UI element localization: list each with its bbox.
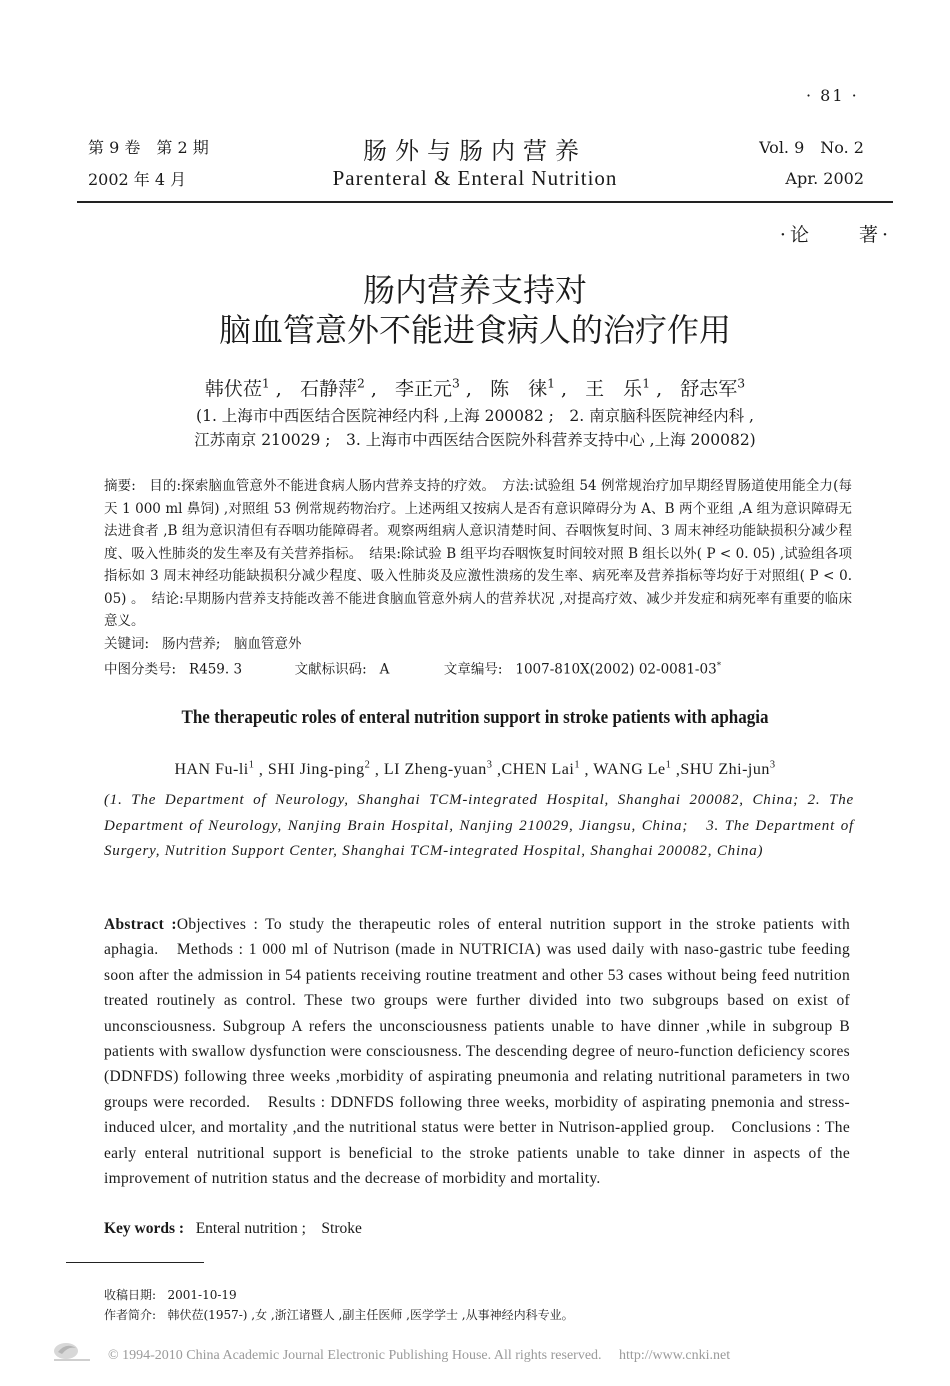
author-en: LI Zheng-yuan$^3$ — [383, 760, 493, 779]
author-cn: 陈 徕$^1$ — [490, 376, 555, 400]
journal-title-en: Parenteral & Enteral Nutrition — [332, 166, 618, 190]
author-en: CHEN Lai$^1$ — [501, 760, 581, 779]
affiliation-cn-line: 江苏南京 210029 ; 3. 上海市中西医结合医院外科营养支持中心 ,上海 200082) — [194, 431, 756, 449]
footnote-rule — [66, 1262, 204, 1263]
date-cn: 2002 年 4 月 — [88, 170, 187, 189]
author-cn: 舒志军$^3$ — [680, 376, 746, 400]
header-rule — [77, 201, 893, 203]
copyright-notice: © 1994-2010 China Academic Journal Electronic Publishing House. All rights reserved. http://www.cnki.net — [108, 1348, 731, 1363]
author-cn: 石静萍$^2$ — [299, 376, 365, 400]
article-title-cn — [0, 270, 950, 350]
doc-code-value: A — [379, 661, 390, 678]
date-en: Apr. 2002 — [785, 169, 864, 188]
volume-issue-cn: 第 9 卷 第 2 期 — [88, 138, 209, 157]
journal-title-cn: 肠外与肠内营养 — [363, 137, 587, 165]
article-title-en: The therapeutic roles of enteral nutrition support in stroke patients with aphagia — [181, 708, 769, 728]
author-en: HAN $Fu-li^1$ — [174, 760, 255, 779]
author-cn: 李正元$^3$ — [395, 376, 460, 400]
page-number: · 81 · — [806, 86, 859, 105]
doc-code-label: 文献标识码: — [294, 661, 367, 678]
abstract-cn-label: 摘要: — [104, 478, 136, 494]
affiliations-cn — [0, 404, 950, 452]
title-cn-line-2: 脑血管意外不能进食病人的治疗作用 — [218, 311, 731, 349]
clc-value: R459. 3 — [188, 661, 243, 678]
affiliations-en: (1. The Department of Neurology, Shanghai TCM-integrated Hospital, Shanghai 200082, China; 2. The Department of Neurology, Nanjing Brain Hospital, Nanjing 210029, Jiangsu, China; 3. The Department of Surgery, Nutrition Support Center, Shanghai TCM-integrated Hospital, Shanghai 200082, China) — [104, 792, 854, 859]
cnki-logo-icon — [50, 1340, 94, 1364]
article-no-label: 文章编号: — [443, 661, 503, 678]
author-en: WANG Le$^1$ — [593, 760, 672, 779]
abstract-cn — [104, 475, 852, 681]
abstract-en-label: Abstract : — [104, 916, 177, 933]
article-no-value: 1007-810X(2002) 02-0081-03 — [515, 661, 717, 678]
clc-label: 中图分类号: — [104, 661, 177, 678]
authors-en: HAN $Fu-li^1$ , SHI Jing-ping$^2$ , LI Zheng-yuan$^3$ ,CHEN Lai$^1$ , WANG Le$^1$ ,SHU Zhi-jun$^3$ — [174, 760, 776, 779]
author-cn: 韩伏莅$^1$ — [204, 376, 270, 400]
footnote-received: 收稿日期: 2001-10-19 — [104, 1288, 237, 1302]
author-en: SHU Zhi-jun$^3$ — [680, 760, 776, 779]
affiliation-cn-line: (1. 上海市中西医结合医院神经内科 ,上海 200082 ; 2. 南京脑科医院神经内科 , — [196, 407, 754, 425]
abstract-en-text: Objectives : To study the therapeutic roles of enteral nutrition support in the stroke patients with aphagia. Methods : 1 000 ml of Nutrison (made in NUTRICIA) was used daily with naso-gastric tube feeding soon after the admission in 54 patients receiving routine treatment and other 53 cases without being feed nutrition treated routinely as control. These two groups were further divided into two subgroups based on exist of unconsciousness. Subgroup A refers the unconsciousness patients unable to have dinner ,while in subgroup B patients with swallow dysfunction were consciousness. The descending degree of neuro-function deficiency scores (DDNFDS) following three weeks ,morbidity of aspirating pneumonia and relating nutritional parameters in two groups were recorded. Results : DDNFDS following three weeks, morbidity of aspirating pnemonia and stress-induced ulcer, and mortality ,and the nutritional status were better in Nutrison-applied group. Conclusions : The early enteral nutritional support is beneficial to the stroke patients unable to take dinner in aspects of the improvement of nutrition status and the decrease of morbidity and mortality. — [104, 916, 850, 1188]
authors-cn: 韩伏莅$^1$ , 石静萍$^2$ , 李正元$^3$ , 陈 徕$^1$ , 王 乐$^1$ , 舒志军$^3$ — [204, 376, 746, 400]
volume-issue-en: Vol. 9 No. 2 — [759, 138, 864, 157]
keywords-en-label: Key words : — [104, 1220, 185, 1237]
keywords-en — [104, 1216, 362, 1238]
classification-row — [104, 655, 852, 681]
article-no-star: * — [716, 661, 722, 671]
abstract-cn-text: 目的:探索脑血管意外不能进食病人肠内营养支持的疗效。 方法:试验组 54 例常规治疗加早期经胃肠道使用能全力(每天 1 000 ml 鼻饲) ,对照组 53 例常规药物治疗。上述两组又按病人是否有意识障碍分为 A、B 两个亚组 ,A 组为意识障碍无法进食者 ,B 组为意识清但有吞咽功能障碍者。观察两组病人意识清楚时间、吞咽恢复时间、3 周末神经功能缺损积分减少程度、吸入性肺炎的发生率及有关营养指标。 结果:除试验 B 组平均吞咽恢复时间较对照 B 组长以外( P < 0. 05) ,试验组各项指标如 3 周末神经功能缺损积分减少程度、吸入性肺炎及应激性溃疡的发生率、病死率及营养指标等均好于对照组( P < 0. 05) 。 结论:早期肠内营养支持能改善不能进食脑血管意外病人的营养状况 ,对提高疗效、减少并发症和病死率有重要的临床意义。 — [104, 478, 852, 629]
abstract-en — [104, 912, 850, 1191]
title-cn-line-1: 肠内营养支持对 — [362, 271, 587, 309]
footnote-author: 作者简介: 韩伏莅(1957-) ,女 ,浙江诸暨人 ,副主任医师 ,医学学士 ,从事神经内科专业。 — [104, 1308, 574, 1322]
keywords-en-value: Enteral nutrition ; Stroke — [195, 1220, 362, 1237]
author-en: SHI Jing-ping$^2$ — [267, 760, 371, 779]
keywords-cn: 关键词: 肠内营养; 脑血管意外 — [104, 635, 302, 652]
section-tag: ·论 著· — [779, 224, 892, 246]
abstract-cn-body — [104, 475, 852, 633]
author-cn: 王 乐$^1$ — [585, 376, 651, 400]
